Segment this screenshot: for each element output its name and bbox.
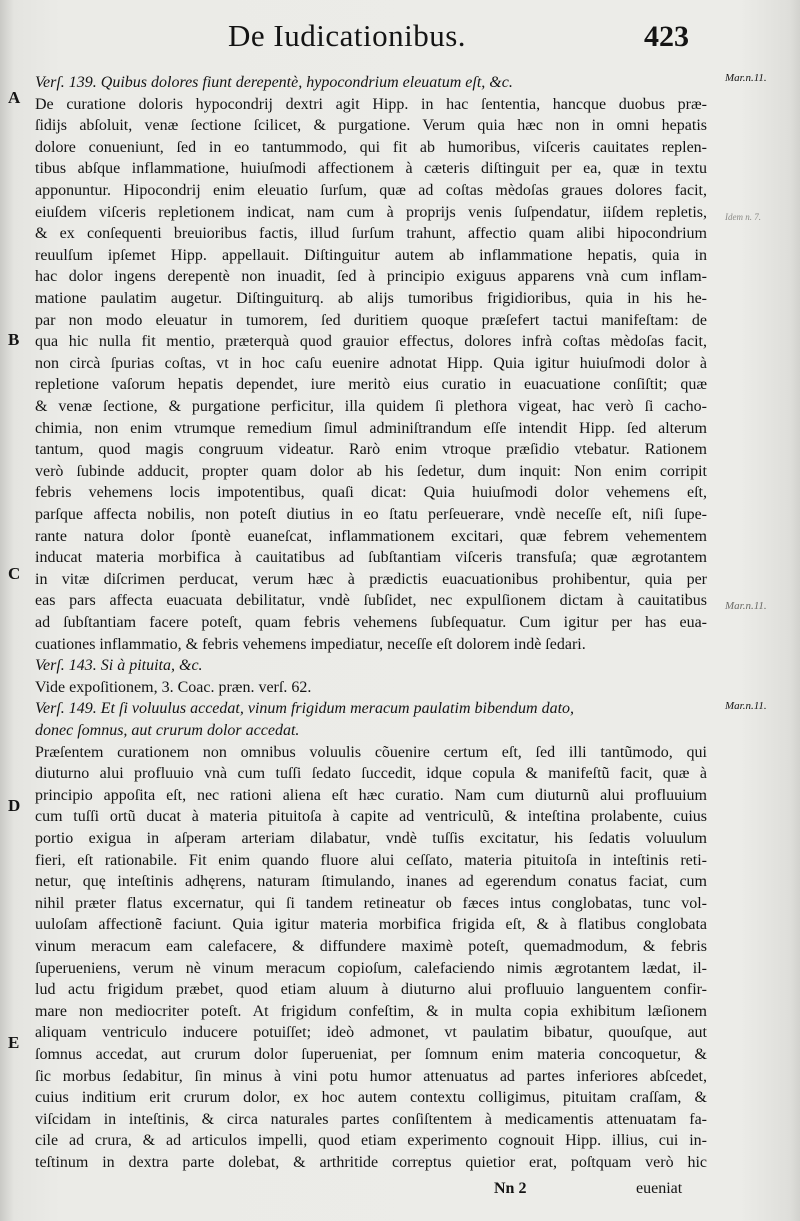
text-line: diuturno alui profluuio vnà cum tuſſi ſedato ſuccedit, idque copula & manifeſtũ facit, quæ à [35,765,707,783]
margin-letter-d: D [8,796,21,815]
text-line: netur, quę inteſtinis adhęrens, naturam ſtimulando, inanes ad egerendum conatus faciat, cum [35,873,707,891]
margin-letter-a: A [8,88,21,107]
text-line: tibus abſque inflammatione, huiuſmodi affectionem à cæteris diſtinguit per ea, quæ in textu [35,160,707,178]
text-line: dolore conueniunt, ſed in eo tantummodo, qui fit ab humoribus, viſceris cauitates replen- [35,138,707,156]
margin-letter-c: C [8,564,21,583]
text-line: rante natura dolor ſpontè euaneſcat, inflammationem excitari, quæ febrem vehementem [35,527,707,545]
text-line: verò ſubinde adducit, propter quam dolor ab his ſedetur, dum inquit: Non enim corripit [35,462,707,480]
text-line: tantum, quod magis congruum videatur. Rarò enim vtroque præſidio vtebatur. Rationem [35,441,707,459]
text-line: non circà ſpurias coſtas, vt in hoc caſu euenire adnotat Hipp. Quia igitur huiuſmodi dolor à [35,354,707,372]
catchword: eueniat [636,1180,683,1197]
text-line: apponuntur. Hipocondrij enim eleuatio ſurſum, quæ ad coſtas mèdoſas graues dolores facit, [35,182,707,199]
text-line: cum tuſſi ortũ ducat à materia pituitoſa à capite ad ventriculũ, & inteſtina prolabente, cuius [35,808,707,826]
text-line: chimia, non enim vtrumque remedium ſimul adminiſtrandum eſſe intendit Hipp. ſed alterum [35,419,707,437]
verse-heading: Verſ. 149. Et ſi voluulus accedat, vinum frigidum meracum paulatim bibendum dato, [35,700,575,718]
text-line: qua hic nulla fit mentio, præterquà quod grauior effectus, dolores infrà coſtas mèdoſas facit, [35,333,707,351]
text-line: cuius inditium erit crurum dolor, ex hoc autem contextu colligimus, pituitam craſſam, & [35,1089,707,1107]
text-line: eas pars affecta euacuata debilitatur, vndè ſubſidet, nec expulſionem dictam à cauitatibus [35,592,707,610]
verse-heading: Verſ. 143. Si à pituita, &c. [35,657,203,675]
text-line: repletione vaſorum hepatis dependet, iure meritò eius curatio in euacuatione conſiſtit; quæ [35,376,707,394]
text-line: uuloſam affectionẽ faciunt. Quia igitur materia morbifica frigida eſt, & à flatibus conglobata [35,916,707,934]
text-line: viſcidam in inteſtinis, & circa naturales partes conſiſtentem à medicamentis attenuatam fa- [35,1110,707,1128]
text-line: Vide expoſitionem, 3. Coac. præn. verſ. 62. [35,678,312,696]
text-line: par non modo eleuatur in tumorem, ſed duritiem quoque præſefert tactui manifeſtam: de [35,311,707,329]
text-line: nihil præter flatus excernatur, qui ſi tandem retineatur ob fæces intus conglobatas, tunc vol- [35,894,707,912]
verse-heading: donec ſomnus, aut crurum dolor accedat. [35,722,300,739]
text-line: hac dolor ingens derepentè non inuadit, ſed à principio exiguus apparens vnà cum inflam- [35,268,707,286]
text-line: aliquam ventriculo inducere potuiſſet; ideò admonet, vt paulatim bibatur, quouſque, aut [35,1024,707,1042]
margin-note: Mar.n.11. [725,600,767,612]
text-line: ſomnus accedat, aut crurum dolor ſuperueniat, per ſomnum enim materia concoquetur, & [35,1046,707,1063]
text-line: inducat materia morbifica à cauitatibus ad ſubſtantiam viſceris transfuſa; quæ ægrotantem [35,549,707,567]
text-line: Verſ. 139. Quibus dolores fiunt derepentè, hypocondrium eleuatum eſt, &c. [35,74,513,91]
margin-note: Mar.n.11. [725,700,767,712]
text-line: vinum meracum eam calefacere, & diffundere maximè poteſt, quemadmodum, & febris [35,938,707,955]
text-line: ſidijs abſoluit, venæ ſectione ſcilicet, & purgatione. Verum quia hæc non in omni hepatis [35,117,707,135]
text-line: in vitæ diſcrimen perducat, verum hæc à prædictis euacuationibus prohibentur, quia per [35,570,707,588]
text-line: cile ad crura, & ad articulos impelli, quod etiam experimento cognouit Hipp. illius, cui in- [35,1132,707,1150]
text-line: & venæ ſectione, & purgatione perficitur, illa quidem ſi plethora vigeat, hac verò ſi cacho- [35,398,707,415]
text-line: ſic morbus ſedabitur, ſin minus à vini potu humor attenuatus ad partes inferiores abſcedet, [35,1067,707,1085]
text-line: De curatione doloris hypocondrij dextri agit Hipp. in hac ſententia, hancque duobus præ- [35,95,707,113]
margin-letter-b: B [8,330,20,349]
page-title: De Iudicationibus. [228,18,467,53]
text-line: matione paulatim augetur. Diſtinguiturq. ab alijs tumoribus frigidioribus, quia in his he- [35,290,707,307]
text-line: fieri, eſt rationabile. Fit enim quando fluore alui ceſſato, materia pituitoſa in inteſtinis reti- [35,851,707,869]
margin-note: Idem n. 7. [725,212,761,222]
text-line: mare non mediocriter poteſt. At frigidum confeſtim, & in multa copia exhibitum læſionem [35,1002,707,1020]
text-line: Præſentem curationem non omnibus voluulis cõuenire certum eſt, ſed illi tantũmodo, qui [35,743,707,761]
text-line: ad ſubſtantiam facere poteſt, quam febris vehemens ſubſequatur. Cum igitur per has eua- [35,614,707,631]
text-line: febris vehemens locis impotentibus, quaſi dicat: Quia huiuſmodi dolor vehemens eſt, [35,484,707,502]
margin-note: Mar.n.11. [725,72,767,84]
signature-mark: Nn 2 [494,1180,527,1197]
text-line: ſuperueniens, verum nè vinum meracum copioſum, calefaciendo nimis ægrotantem lædat, il- [35,959,707,977]
page-number: 423 [644,20,689,53]
text-line: lud actu frigidum præbet, quod etiam aluum à diuturno alui profluuio languentem confir- [35,981,707,999]
text-line: cuationes inflammatio, & febris vehemens impediatur, neceſſe eſt dolorem indè ſedari. [35,635,586,653]
text-line-last: teſtinum in dextra parte dolebat, & arthritide correptus quietior erat, poſtquam verò hic [35,1154,707,1171]
text-line: principio appoſita eſt, nec rationi aliena eſt hæc curatio. Nam cum diuturnũ alui profluuium [35,786,707,804]
text-line: & ex conſequenti breuioribus factis, illud ſurſum trahunt, affectio quam alibi hipocondrium [35,225,707,243]
text-line: parſque affecta nobilis, non poteſt diutius in eo ſtatu perſeuerare, vndè neceſſe eſt, niſi ſupe- [35,506,707,523]
margin-letter-e: E [8,1033,20,1052]
text-line: reuulſum ipſemet Hipp. appellauit. Diſtinguitur autem ab inflammatione hepatis, quia in [35,246,707,264]
text-line: portio exigua in aſperam arteriam dilabatur, vndè tuſſis excitatur, his ſedatis voluulum [35,830,707,847]
text-line: eiuſdem viſceris repletionem indicat, nam cum à proprijs venis ſuſpendatur, iiſdem repletis, [35,203,707,221]
